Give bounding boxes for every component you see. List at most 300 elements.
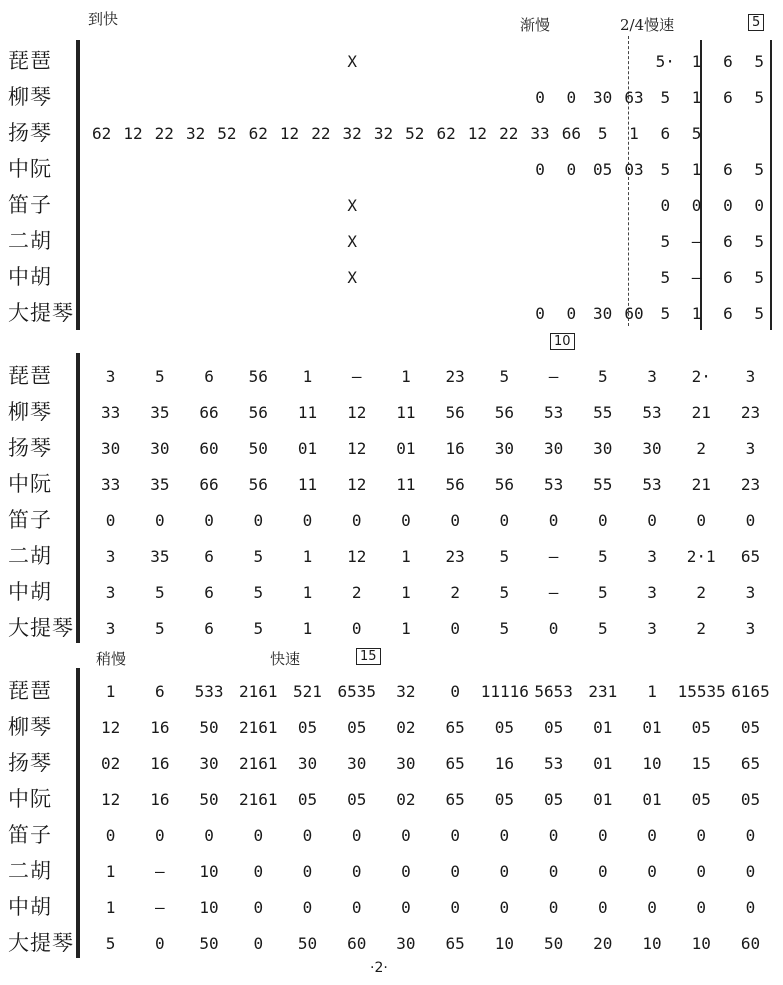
staff-row [0, 674, 783, 708]
staff-row [0, 260, 783, 294]
note-cell: 10 [494, 933, 514, 953]
note-cell: 56 [494, 474, 514, 494]
note-cell: 05 [691, 717, 711, 737]
note-cell: 16 [445, 438, 465, 458]
note-cell: 1 [105, 681, 116, 701]
staff-row [0, 575, 783, 609]
note-cell: 12 [467, 123, 488, 143]
instrument-label: 二胡 [8, 859, 52, 883]
instrument-label: 琵琶 [8, 679, 52, 703]
note-cell: 22 [311, 123, 331, 143]
note-cell: 0 [155, 510, 165, 530]
note-cell: 0 [253, 861, 264, 881]
note-cell: 63 [624, 87, 644, 107]
note-cell: 16 [150, 789, 170, 809]
note-cell: 5 [499, 546, 510, 566]
note-cell: 0 [253, 897, 264, 917]
instrument-label: 笛子 [8, 193, 52, 217]
note-cell: 231 [588, 681, 618, 701]
note-cell: 0 [450, 897, 460, 917]
note-cell: 30 [396, 933, 416, 953]
note-cell: 05 [593, 159, 613, 179]
note-cell: 01 [642, 717, 662, 737]
note-cell: 11 [297, 402, 318, 422]
rehearsal-box-5: 5 [748, 14, 764, 31]
note-cells [86, 926, 775, 960]
note-cell: 65 [445, 717, 465, 737]
note-cell: 1 [105, 861, 116, 881]
note-cells [86, 431, 775, 465]
note-cell: 6 [723, 159, 733, 179]
note-cell: 0 [696, 510, 707, 530]
instrument-label: 琵琶 [8, 364, 52, 388]
note-cell: X [347, 195, 357, 215]
note-cell: 56 [445, 402, 465, 422]
note-cells [86, 188, 775, 222]
note-cell: 53 [642, 402, 662, 422]
note-cell: 2 [696, 618, 707, 638]
note-cell: 0 [535, 303, 545, 323]
instrument-label: 柳琴 [8, 400, 52, 424]
note-cell: 0 [754, 195, 765, 215]
note-cells [86, 44, 775, 78]
note-cell: 5 [754, 267, 765, 287]
note-cells [86, 503, 775, 537]
note-cell: 56 [494, 402, 514, 422]
note-cell: 2161 [239, 789, 278, 809]
note-cell: 53 [543, 753, 564, 773]
note-cell: 0 [499, 825, 510, 845]
staff-row [0, 746, 783, 780]
note-cell: 0 [535, 87, 545, 107]
note-cell: 50 [199, 717, 219, 737]
note-cell: 03 [624, 159, 644, 179]
note-cell: 6 [723, 87, 733, 107]
note-cell: 0 [696, 861, 707, 881]
note-cell: 3 [647, 582, 657, 602]
note-cell: 30 [543, 438, 564, 458]
note-cell: 0 [647, 861, 657, 881]
note-cell: 30 [150, 438, 170, 458]
note-cell: 0 [535, 159, 545, 179]
score-system-2 [0, 334, 783, 645]
note-cells [86, 818, 775, 852]
note-cell: 6165 [731, 681, 770, 701]
note-cell: 5 [499, 366, 510, 386]
note-cell: 5 [597, 582, 608, 602]
note-cell: 0 [597, 825, 608, 845]
note-cell: 1 [691, 303, 702, 323]
note-cell: 6 [723, 267, 733, 287]
note-cell: 0 [660, 195, 671, 215]
note-cell: 6 [204, 582, 214, 602]
note-cell: 50 [543, 933, 564, 953]
note-cell: 02 [396, 717, 416, 737]
note-cell: 3 [745, 618, 756, 638]
note-cell: 0 [499, 897, 510, 917]
note-cell: X [347, 267, 357, 287]
note-cell: 50 [297, 933, 318, 953]
note-cell: 0 [745, 861, 756, 881]
note-cell: 32 [396, 681, 416, 701]
note-cell: 56 [248, 366, 268, 386]
instrument-label: 柳琴 [8, 85, 52, 109]
note-cell: 5 [105, 933, 116, 953]
note-cell: 0 [105, 825, 116, 845]
note-cell: 30 [593, 303, 613, 323]
note-cell: 56 [445, 474, 465, 494]
note-cell: 60 [199, 438, 219, 458]
note-cell: 10 [199, 897, 219, 917]
staff-row [0, 44, 783, 78]
tempo-mark-kuaisu: 快速 [270, 650, 301, 668]
note-cell: 5 [253, 618, 264, 638]
note-cell: 1 [401, 546, 411, 566]
note-cell: 52 [217, 123, 237, 143]
note-cell: 6535 [337, 681, 376, 701]
note-cell: 30 [593, 438, 613, 458]
staff-row [0, 782, 783, 816]
note-cell: 3 [647, 546, 657, 566]
note-cell: 1 [302, 366, 313, 386]
note-cell: 02 [100, 753, 121, 773]
page-number: ·2· [370, 960, 388, 976]
note-cell: 53 [543, 402, 564, 422]
note-cell: 22 [499, 123, 519, 143]
staff-row [0, 359, 783, 393]
note-cells [86, 611, 775, 645]
note-cell: 15535 [677, 681, 726, 701]
note-cell: 6 [204, 366, 214, 386]
note-cell: 3 [105, 582, 116, 602]
staff-row [0, 431, 783, 465]
note-cell: 65 [445, 933, 465, 953]
note-cell: 0 [155, 933, 165, 953]
note-cell: 32 [342, 123, 362, 143]
note-cell: 66 [561, 123, 581, 143]
note-cell: 0 [253, 933, 264, 953]
note-cell: 2 [450, 582, 460, 602]
instrument-label: 笛子 [8, 823, 52, 847]
note-cell: 15 [691, 753, 711, 773]
note-cell: 60 [624, 303, 644, 323]
note-cell: 23 [445, 366, 465, 386]
note-cell: 0 [647, 825, 657, 845]
note-cell: 6 [660, 123, 671, 143]
note-cell: 533 [194, 681, 224, 701]
note-cell: 6 [204, 546, 214, 566]
staff-row [0, 926, 783, 960]
instrument-label: 中胡 [8, 580, 52, 604]
note-cell: 5 [597, 618, 608, 638]
note-cell: 3 [745, 366, 756, 386]
note-cell: 05 [543, 789, 564, 809]
note-cell: – [155, 897, 165, 917]
note-cell: 0 [253, 510, 264, 530]
instrument-label: 中阮 [8, 472, 52, 496]
instrument-label: 中胡 [8, 895, 52, 919]
note-cell: 01 [593, 717, 613, 737]
note-cell: 0 [351, 897, 362, 917]
note-cell: 5 [155, 618, 165, 638]
note-cell: 5 [660, 231, 671, 251]
rehearsal-box-15: 15 [356, 648, 381, 665]
note-cell: 0 [548, 510, 559, 530]
note-cell: 05 [347, 789, 367, 809]
staff-row [0, 854, 783, 888]
note-cell: 3 [745, 438, 756, 458]
note-cells [86, 116, 775, 150]
note-cell: 11 [396, 402, 416, 422]
note-cell: 0 [450, 861, 460, 881]
note-cells [86, 746, 775, 780]
staff-row [0, 890, 783, 924]
note-cell: 6 [723, 51, 733, 71]
note-cell: 60 [347, 933, 367, 953]
note-cell: 2161 [239, 717, 278, 737]
note-cell: 05 [543, 717, 564, 737]
note-cell: 0 [499, 510, 510, 530]
note-cell: 30 [199, 753, 219, 773]
note-cell: 0 [401, 510, 411, 530]
note-cell: – [351, 366, 362, 386]
note-cell: 5 [660, 303, 671, 323]
note-cell: 30 [494, 438, 514, 458]
note-cell: 0 [548, 825, 559, 845]
note-cell: 0 [548, 618, 559, 638]
note-cell: 12 [347, 546, 367, 566]
note-cell: 56 [248, 402, 268, 422]
note-cell: 3 [745, 582, 756, 602]
score-system-1 [0, 0, 783, 330]
note-cell: 30 [593, 87, 613, 107]
note-cell: 5 [597, 546, 608, 566]
instrument-label: 笛子 [8, 508, 52, 532]
note-cell: 0 [566, 159, 577, 179]
note-cell: 52 [405, 123, 425, 143]
note-cell: 65 [740, 546, 761, 566]
note-cell: 11116 [480, 681, 529, 701]
note-cell: 6 [723, 231, 733, 251]
note-cell: 5 [499, 582, 510, 602]
note-cell: 6 [155, 681, 165, 701]
note-cell: 2 [696, 438, 707, 458]
note-cell: 55 [593, 402, 613, 422]
note-cell: 35 [150, 474, 170, 494]
note-cell: 0 [351, 825, 362, 845]
instrument-label: 大提琴 [8, 616, 74, 640]
note-cell: 5 [499, 618, 510, 638]
note-cell: 16 [150, 717, 170, 737]
note-cell: 05 [740, 789, 761, 809]
note-cell: 05 [691, 789, 711, 809]
note-cell: 5 [754, 231, 765, 251]
note-cells [86, 575, 775, 609]
note-cell: 5 [660, 159, 671, 179]
note-cell: 50 [199, 789, 219, 809]
note-cells [86, 467, 775, 501]
note-cell: 1 [401, 366, 411, 386]
note-cell: 0 [597, 861, 608, 881]
note-cells [86, 890, 775, 924]
note-cell: 2161 [239, 753, 278, 773]
note-cell: 05 [494, 717, 514, 737]
note-cell: 0 [745, 510, 756, 530]
note-cell: 35 [150, 402, 170, 422]
note-cell: 11 [297, 474, 318, 494]
note-cell: 30 [100, 438, 121, 458]
note-cell: 5 [253, 582, 264, 602]
note-cell: 5 [660, 87, 671, 107]
note-cell: 32 [373, 123, 394, 143]
note-cell: 0 [450, 618, 460, 638]
note-cell: 5· [655, 51, 675, 71]
note-cell: 66 [199, 474, 219, 494]
note-cell: 1 [302, 546, 313, 566]
note-cells [86, 359, 775, 393]
note-cell: 33 [530, 123, 550, 143]
note-cell: 1 [302, 618, 313, 638]
note-cell: 05 [297, 789, 318, 809]
note-cell: 5 [597, 123, 608, 143]
note-cell: 56 [248, 474, 268, 494]
staff-row [0, 188, 783, 222]
note-cell: 05 [297, 717, 318, 737]
note-cell: 60 [740, 933, 761, 953]
note-cells [86, 539, 775, 573]
note-cell: 5653 [534, 681, 573, 701]
score-system-3 [0, 649, 783, 960]
note-cell: – [691, 267, 702, 287]
instrument-label: 中阮 [8, 787, 52, 811]
note-cell: 1 [691, 87, 702, 107]
note-cell: 5 [155, 366, 165, 386]
note-cell: 0 [566, 303, 577, 323]
note-cell: 05 [494, 789, 514, 809]
note-cell: 12 [123, 123, 143, 143]
note-cell: 01 [297, 438, 318, 458]
note-cell: 5 [253, 546, 264, 566]
note-cell: 55 [593, 474, 613, 494]
staff-row [0, 539, 783, 573]
note-cells [86, 260, 775, 294]
note-cell: X [347, 231, 357, 251]
note-cell: 53 [642, 474, 662, 494]
note-cell: X [347, 51, 357, 71]
note-cell: 33 [100, 402, 121, 422]
note-cell: 1 [691, 159, 702, 179]
tempo-mark-jianman: 渐慢 [520, 16, 551, 34]
instrument-label: 扬琴 [8, 121, 52, 145]
note-cell: 16 [150, 753, 170, 773]
note-cell: 66 [199, 402, 219, 422]
tempo-mark-shaoman: 稍慢 [96, 650, 127, 668]
note-cell: 0 [351, 861, 362, 881]
note-cell: 1 [629, 123, 639, 143]
note-cell: 65 [740, 753, 761, 773]
note-cell: 5 [754, 159, 765, 179]
instrument-label: 扬琴 [8, 436, 52, 460]
note-cell: 11 [396, 474, 416, 494]
note-cell: 6 [204, 618, 214, 638]
note-cell: 0 [597, 897, 608, 917]
note-cell: 2 [351, 582, 362, 602]
instrument-label: 二胡 [8, 229, 52, 253]
note-cell: 12 [100, 789, 121, 809]
note-cell: 0 [351, 618, 362, 638]
note-cell: 2161 [239, 681, 278, 701]
note-cell: 0 [401, 825, 411, 845]
note-cell: 30 [297, 753, 318, 773]
note-cell: 12 [347, 402, 367, 422]
note-cell: 50 [248, 438, 268, 458]
note-cell: 10 [691, 933, 711, 953]
note-cell: 0 [566, 87, 577, 107]
note-cell: 30 [642, 438, 662, 458]
note-cell: 01 [593, 753, 613, 773]
note-cell: 3 [105, 618, 116, 638]
rehearsal-box-10: 10 [550, 333, 575, 350]
instrument-label: 扬琴 [8, 751, 52, 775]
note-cell: 23 [740, 402, 761, 422]
note-cell: 0 [351, 510, 362, 530]
note-cell: 0 [302, 861, 313, 881]
note-cell: 0 [450, 510, 460, 530]
note-cell: 0 [745, 897, 756, 917]
note-cells [86, 296, 775, 330]
note-cell: 0 [204, 825, 214, 845]
note-cell: 0 [302, 897, 313, 917]
staff-row [0, 467, 783, 501]
note-cell: 01 [642, 789, 662, 809]
note-cell: 53 [543, 474, 564, 494]
note-cell: – [548, 582, 559, 602]
note-cell: 0 [401, 897, 411, 917]
note-cell: 02 [396, 789, 416, 809]
note-cells [86, 674, 775, 708]
note-cells [86, 782, 775, 816]
note-cell: 0 [499, 861, 510, 881]
note-cell: 5 [597, 366, 608, 386]
note-cell: 0 [401, 861, 411, 881]
note-cells [86, 710, 775, 744]
note-cell: 12 [279, 123, 300, 143]
note-cell: 0 [691, 195, 702, 215]
note-cell: 2 [696, 582, 707, 602]
note-cell: 23 [740, 474, 761, 494]
note-cell: 0 [548, 897, 559, 917]
note-cell: 0 [204, 510, 214, 530]
note-cell: 0 [253, 825, 264, 845]
note-cell: 10 [642, 753, 662, 773]
note-cell: 3 [647, 366, 657, 386]
note-cell: 1 [401, 582, 411, 602]
note-cells [86, 395, 775, 429]
note-cell: 1 [105, 897, 116, 917]
note-cell: 12 [347, 438, 367, 458]
note-cell: 5 [754, 87, 765, 107]
note-cell: 12 [100, 717, 121, 737]
note-cell: – [548, 546, 559, 566]
instrument-label: 大提琴 [8, 931, 74, 955]
note-cell: 0 [548, 861, 559, 881]
note-cell: 0 [723, 195, 733, 215]
note-cell: 5 [754, 51, 765, 71]
note-cell: 35 [150, 546, 170, 566]
staff-row [0, 152, 783, 186]
staff-row [0, 116, 783, 150]
note-cell: 32 [185, 123, 206, 143]
